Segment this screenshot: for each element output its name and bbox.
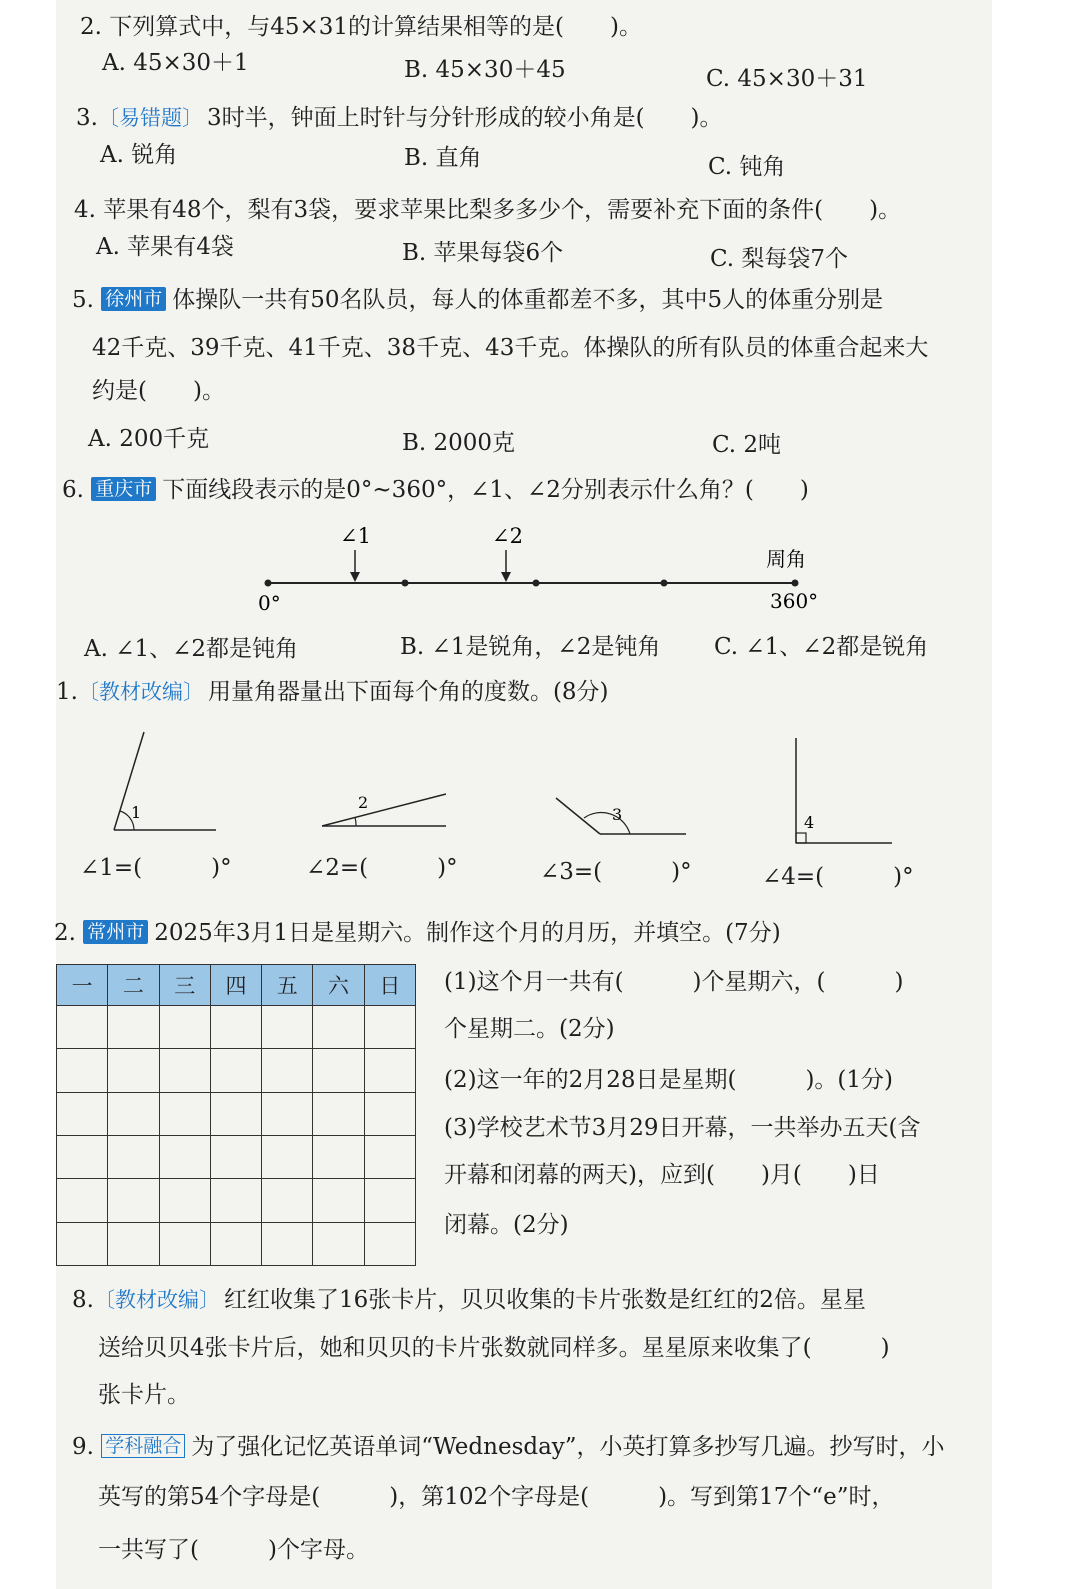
s2-stem-line [54, 918, 781, 948]
q3-stem: 3时半，钟面上时针与分针形成的较小角是( )。 [206, 105, 723, 131]
calendar-cell[interactable] [108, 1179, 159, 1222]
calendar-header-row [57, 965, 416, 1006]
calendar-cell[interactable] [210, 1049, 261, 1092]
angle-1-figure [114, 732, 216, 830]
q6-region-tag: 重庆市 [91, 477, 156, 501]
q8-tag: 〔教材改编〕 [93, 1288, 220, 1312]
calendar-cell[interactable] [57, 1222, 108, 1265]
s2-part2: (2)这一年的2月28日是星期( )。(1分) [444, 1067, 894, 1093]
q6-stem: 下面线段表示的是0°~360°，∠1、∠2分别表示什么角？( ) [162, 477, 809, 503]
calendar-cell[interactable] [262, 1179, 313, 1222]
label-360-degree: 360° [770, 589, 819, 613]
q3-stem-line [76, 103, 723, 133]
point-half [533, 580, 540, 587]
calendar-week-row [57, 1049, 416, 1092]
angle-1-label: 1 [131, 803, 142, 822]
calendar-cell[interactable] [57, 1092, 108, 1135]
s2-part1-line1: (1)这个月一共有( )个星期六，( ) [444, 969, 904, 995]
weekday-fri: 五 [262, 965, 313, 1006]
calendar-week-row [57, 1179, 416, 1222]
angle-4-label: 4 [804, 813, 815, 832]
q5-option-a: A. 200千克 [88, 426, 210, 452]
weekday-tue: 二 [108, 965, 159, 1006]
angle-3-figure [556, 798, 686, 834]
label-full-angle: 周角 [766, 547, 806, 571]
calendar-cell[interactable] [262, 1222, 313, 1265]
calendar-cell[interactable] [313, 1006, 364, 1049]
calendar-cell[interactable] [159, 1179, 210, 1222]
q6-option-b: B. ∠1是锐角，∠2是钝角 [400, 634, 661, 660]
calendar-cell[interactable] [108, 1135, 159, 1178]
calendar-cell[interactable] [108, 1092, 159, 1135]
q9-number: 9. [72, 1434, 94, 1460]
s2-part1-line2: 个星期二。(2分) [444, 1016, 615, 1042]
calendar-week-row [57, 1006, 416, 1049]
label-0-degree: 0° [258, 591, 281, 615]
q2-option-a: A. 45×30＋1 [102, 50, 249, 76]
calendar-cell[interactable] [262, 1006, 313, 1049]
calendar-cell[interactable] [313, 1222, 364, 1265]
q6-number-line-diagram [0, 520, 1080, 640]
label-angle2: ∠2 [492, 524, 523, 548]
calendar-cell[interactable] [364, 1006, 415, 1049]
q9-line3: 一共写了( )个字母。 [98, 1537, 369, 1563]
angle-1-answer: ∠1=( )° [80, 855, 232, 881]
q4-option-b: B. 苹果每袋6个 [402, 240, 564, 266]
calendar-cell[interactable] [159, 1135, 210, 1178]
q9-line1 [72, 1432, 945, 1462]
q3-option-b: B. 直角 [404, 145, 482, 171]
angle-3-answer: ∠3=( )° [540, 859, 692, 885]
calendar-cell[interactable] [210, 1006, 261, 1049]
angle-4-figure [796, 738, 892, 843]
calendar-table[interactable] [56, 964, 416, 1266]
calendar-cell[interactable] [262, 1049, 313, 1092]
q2-option-b: B. 45×30＋45 [404, 57, 566, 83]
angle-3-label: 3 [612, 805, 623, 824]
s2-stem: 2025年3月1日是星期六。制作这个月的月历，并填空。(7分) [154, 920, 781, 946]
calendar-cell[interactable] [159, 1006, 210, 1049]
s2-number: 2. [54, 920, 76, 946]
calendar-cell[interactable] [210, 1135, 261, 1178]
s2-region-tag: 常州市 [83, 920, 148, 944]
s1-stem-line [56, 677, 609, 707]
calendar-cell[interactable] [364, 1179, 415, 1222]
calendar-cell[interactable] [210, 1222, 261, 1265]
weekday-thu: 四 [210, 965, 261, 1006]
s2-part3-line3: 闭幕。(2分) [444, 1212, 569, 1238]
calendar-cell[interactable] [57, 1049, 108, 1092]
point-0 [265, 580, 272, 587]
calendar-cell[interactable] [364, 1049, 415, 1092]
q6-option-c: C. ∠1、∠2都是锐角 [714, 634, 929, 660]
calendar-cell[interactable] [210, 1092, 261, 1135]
q4-option-a: A. 苹果有4袋 [96, 234, 234, 260]
q5-line2: 42千克、39千克、41千克、38千克、43千克。体操队的所有队员的体重合起来大 [92, 335, 929, 361]
q2-option-c: C. 45×30＋31 [706, 66, 868, 92]
calendar-cell[interactable] [210, 1179, 261, 1222]
q2-stem: 2. 下列算式中，与45×31的计算结果相等的是( )。 [80, 14, 643, 40]
calendar-cell[interactable] [262, 1092, 313, 1135]
calendar-cell[interactable] [313, 1092, 364, 1135]
q5-line3: 约是( )。 [92, 378, 225, 404]
q8-number: 8. [72, 1287, 94, 1313]
q5-number: 5. [72, 287, 94, 313]
angle-figures [0, 725, 1080, 855]
s2-part3-line2: 开幕和闭幕的两天)，应到( )月( )日 [444, 1162, 880, 1188]
q8-text-line1: 红红收集了16张卡片，贝贝收集的卡片张数是红红的2倍。星星 [223, 1287, 866, 1313]
arrowhead-angle2 [501, 572, 511, 582]
calendar-cell[interactable] [159, 1222, 210, 1265]
calendar-cell[interactable] [364, 1135, 415, 1178]
q5-region-tag: 徐州市 [101, 287, 166, 311]
q9-text-line1: 为了强化记忆英语单词“Wednesday”，小英打算多抄写几遍。抄写时，小 [191, 1434, 945, 1460]
angle-4-answer: ∠4=( )° [762, 864, 914, 890]
calendar-cell[interactable] [364, 1222, 415, 1265]
calendar-week-row [57, 1222, 416, 1265]
calendar-cell[interactable] [57, 1006, 108, 1049]
q8-line1 [72, 1285, 866, 1315]
weekday-sun: 日 [364, 965, 415, 1006]
q3-option-c: C. 钝角 [708, 154, 786, 180]
angle-2-figure [322, 793, 446, 826]
q9-line2: 英写的第54个字母是( )，第102个字母是( )。写到第17个“e”时， [98, 1484, 895, 1510]
s1-tag: 〔教材改编〕 [77, 680, 204, 704]
point-360 [792, 580, 799, 587]
q5-line1 [72, 285, 883, 315]
calendar-cell[interactable] [364, 1092, 415, 1135]
q6-stem-line [62, 475, 809, 505]
arrowhead-angle1 [350, 572, 360, 582]
calendar-cell[interactable] [313, 1179, 364, 1222]
weekday-mon: 一 [57, 965, 108, 1006]
calendar-cell[interactable] [262, 1135, 313, 1178]
label-angle1: ∠1 [340, 524, 371, 548]
point-quarter [402, 580, 409, 587]
calendar-cell[interactable] [108, 1006, 159, 1049]
calendar-cell[interactable] [159, 1049, 210, 1092]
s1-stem: 用量角器量出下面每个角的度数。(8分) [207, 679, 609, 705]
q5-option-b: B. 2000克 [402, 430, 516, 456]
calendar-cell[interactable] [313, 1049, 364, 1092]
q6-option-a: A. ∠1、∠2都是钝角 [84, 636, 299, 662]
q8-line2: 送给贝贝4张卡片后，她和贝贝的卡片张数就同样多。星星原来收集了( ) [98, 1335, 890, 1361]
calendar-week-row [57, 1135, 416, 1178]
q5-text-line1: 体操队一共有50名队员，每人的体重都差不多，其中5人的体重分别是 [172, 287, 884, 313]
angle-2-answer: ∠2=( )° [306, 855, 458, 881]
weekday-sat: 六 [313, 965, 364, 1006]
q3-tag: 〔易错题〕 [97, 106, 203, 130]
angle-2-label: 2 [358, 793, 369, 812]
weekday-wed: 三 [159, 965, 210, 1006]
q4-option-c: C. 梨每袋7个 [710, 246, 849, 272]
q9-tag: 学科融合 [101, 1434, 185, 1458]
calendar-cell[interactable] [108, 1049, 159, 1092]
calendar-cell[interactable] [313, 1135, 364, 1178]
q3-option-a: A. 锐角 [100, 142, 178, 168]
q5-option-c: C. 2吨 [712, 432, 782, 458]
calendar-cell[interactable] [57, 1179, 108, 1222]
q8-line3: 张卡片。 [98, 1382, 190, 1408]
q3-number: 3. [76, 105, 98, 131]
s2-part3-line1: (3)学校艺术节3月29日开幕，一共举办五天(含 [444, 1115, 921, 1141]
calendar-week-row [57, 1092, 416, 1135]
s1-number: 1. [56, 679, 78, 705]
calendar-cell[interactable] [57, 1135, 108, 1178]
calendar-cell[interactable] [108, 1222, 159, 1265]
q6-number: 6. [62, 477, 84, 503]
calendar-cell[interactable] [159, 1092, 210, 1135]
q4-stem: 4. 苹果有48个，梨有3袋，要求苹果比梨多多少个，需要补充下面的条件( )。 [74, 197, 902, 223]
point-three-quarter [661, 580, 668, 587]
